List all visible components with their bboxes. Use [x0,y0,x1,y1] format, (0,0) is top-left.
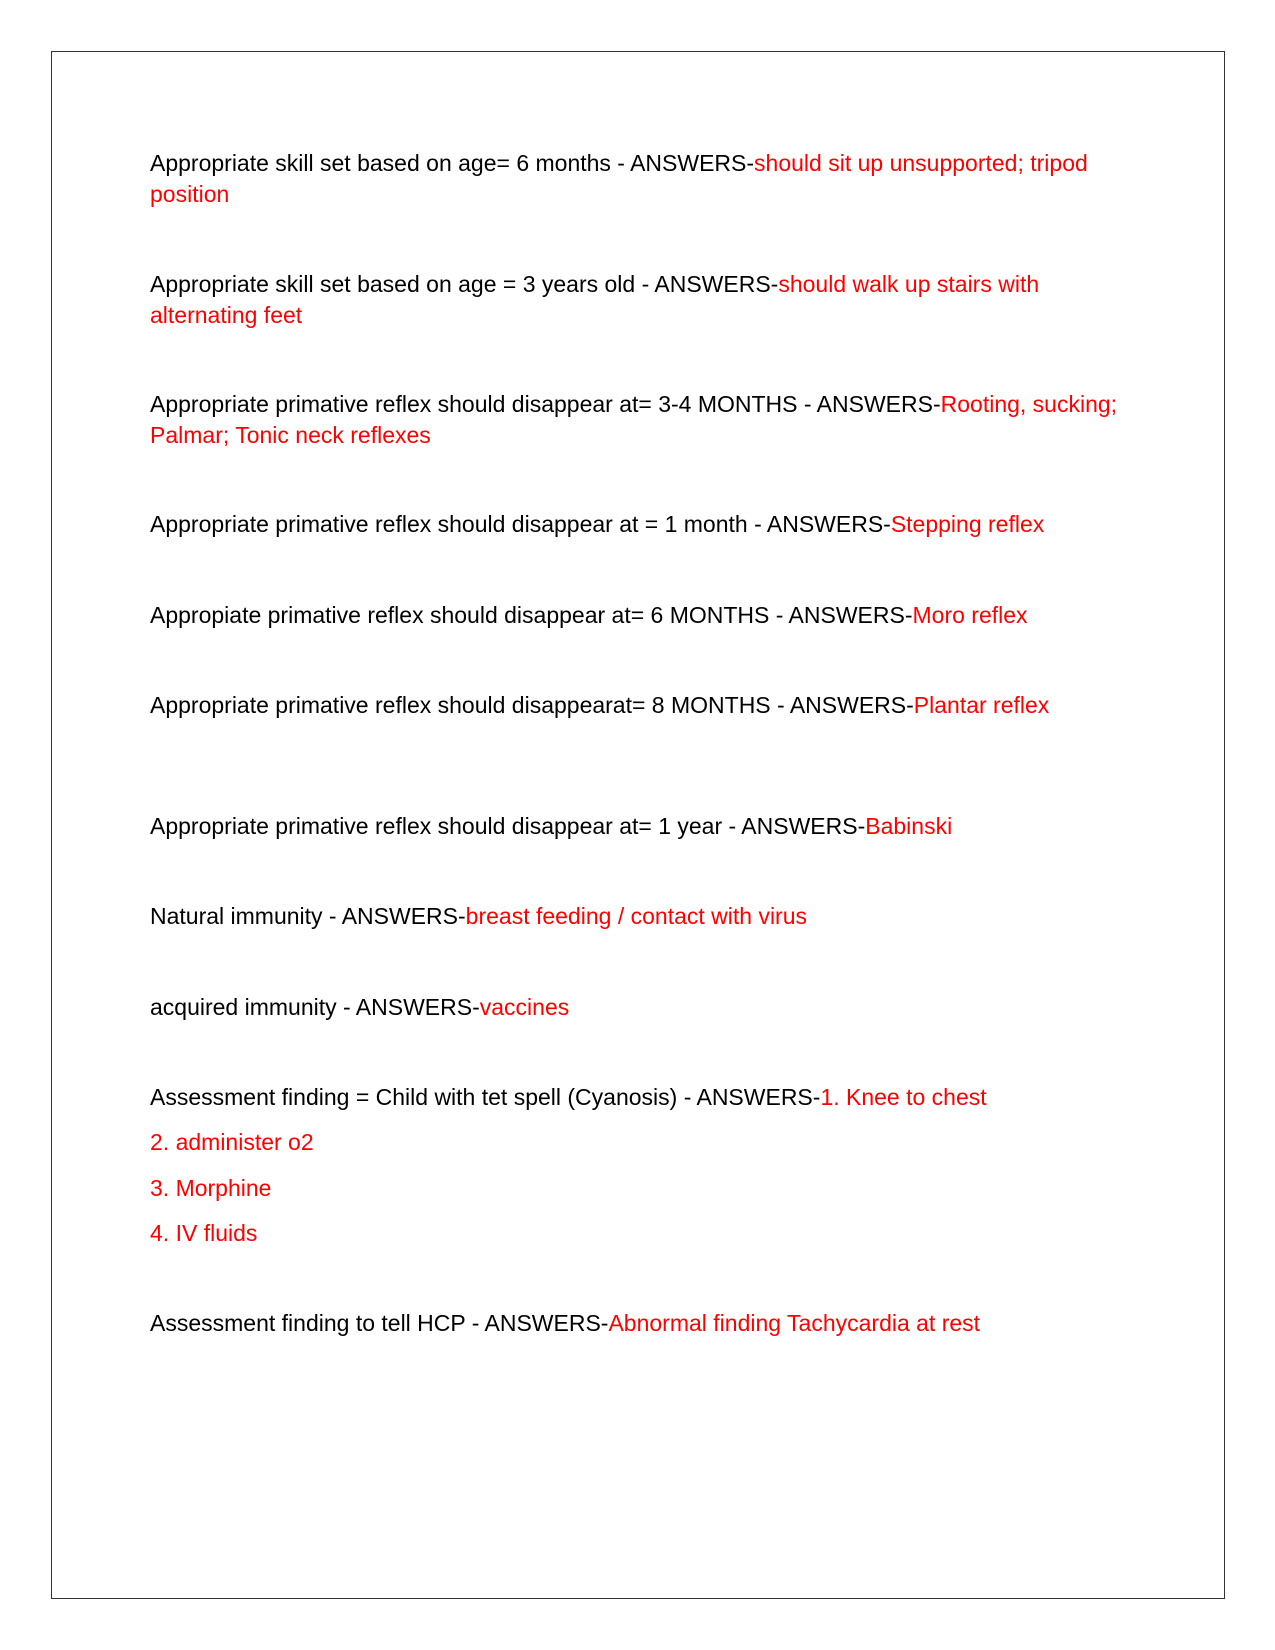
question-text: Appropriate skill set based on age = 3 years old - ANSWERS- [150,271,779,297]
answer-text: Babinski [865,813,953,839]
answer-text: vaccines [479,994,570,1020]
question-text: Appropriate primative reflex should disappear at= 1 year - ANSWERS- [150,813,866,839]
qa-entry-8 [150,901,1140,932]
question-text: Appropiate primative reflex should disappear at= 6 MONTHS - ANSWERS- [150,602,913,628]
answer-text: should walk up stairs with alternating feet [150,271,1040,328]
qa-entry-4 [150,509,1150,540]
qa-entry-9 [150,992,1140,1023]
answer-text: Plantar reflex [913,692,1050,718]
qa-entry-6 [150,690,1050,721]
answer-text: 1. Knee to chest [820,1084,987,1110]
question-text: Appropriate skill set based on age= 6 months - ANSWERS- [150,150,755,176]
qa-entry-10 [150,1082,1140,1249]
qa-entry-11 [150,1308,1140,1339]
question-text: Appropriate primative reflex should disappearat= 8 MONTHS - ANSWERS- [150,692,914,718]
qa-entry-2 [150,269,1140,331]
question-text: acquired immunity - ANSWERS- [150,994,480,1020]
answer-text: Abnormal finding Tachycardia at rest [608,1310,981,1336]
answer-text: Stepping reflex [890,511,1045,537]
qa-entry-1 [150,148,1140,210]
answer-text: Rooting, sucking; Palmar; Tonic neck reflexes [150,391,1118,448]
qa-entry-7 [150,811,1140,842]
question-text: Appropriate primative reflex should disappear at= 3-4 MONTHS - ANSWERS- [150,391,941,417]
answer-step-3: 3. Morphine [150,1175,272,1201]
answer-text: Moro reflex [912,602,1028,628]
answer-text: breast feeding / contact with virus [465,903,808,929]
question-text: Natural immunity - ANSWERS- [150,903,466,929]
question-text: Appropriate primative reflex should disappear at = 1 month - ANSWERS- [150,511,891,537]
answer-step-2: 2. administer o2 [150,1129,314,1155]
answer-step-4: 4. IV fluids [150,1220,258,1246]
qa-entry-5 [150,600,1150,631]
question-text: Assessment finding = Child with tet spell (Cyanosis) - ANSWERS- [150,1084,821,1110]
answer-text: should sit up unsupported; tripod position [150,150,1088,207]
qa-entry-3 [150,389,1140,451]
question-text: Assessment finding to tell HCP - ANSWERS- [150,1310,609,1336]
qa-entry-10-main [150,1082,1140,1113]
